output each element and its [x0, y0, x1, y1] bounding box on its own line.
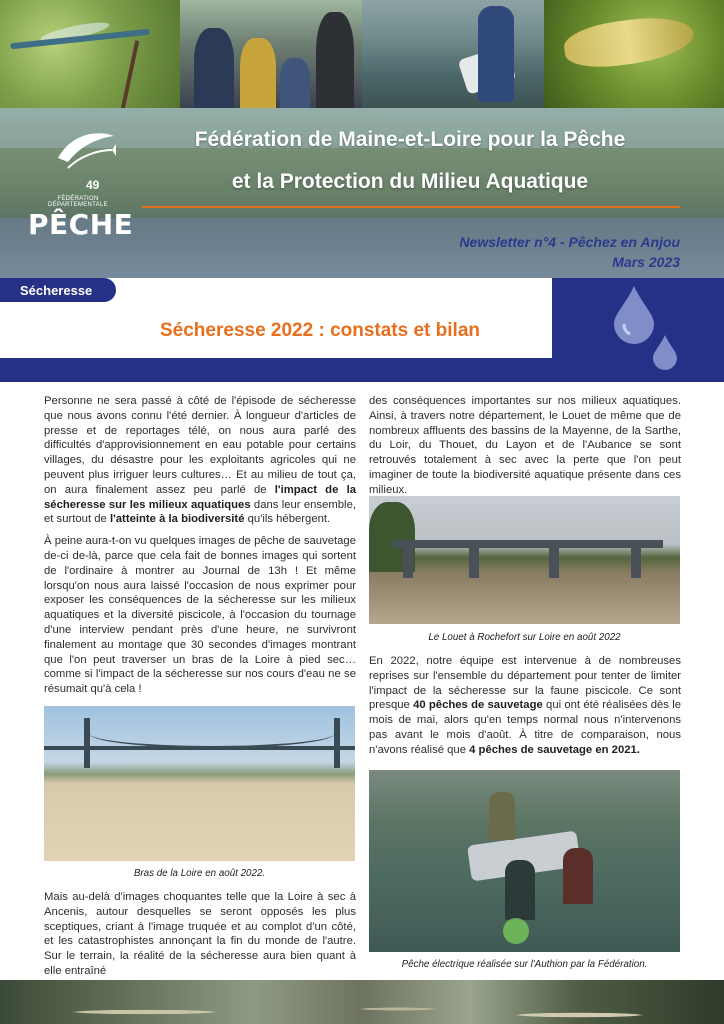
article-headline: Sécheresse 2022 : constats et bilan	[160, 320, 480, 341]
loire-bridge-photo	[44, 706, 355, 861]
logo-federation: FÉDÉRATION DÉPARTEMENTALE	[48, 196, 108, 208]
issue-date: Mars 2023	[612, 254, 680, 270]
article-column-left-continued	[44, 890, 356, 986]
header-title-line2: et la Protection du Milieu Aquatique	[231, 170, 589, 193]
federation-logo	[28, 128, 134, 243]
fish-logo-icon	[54, 128, 118, 174]
caption-fishing: Pêche électrique réalisée sur l'Authion par la Fédération.	[401, 959, 648, 970]
logo-name: PÊCHE	[28, 208, 134, 241]
header-title-line1: Fédération de Maine-et-Loire pour la Pêche	[194, 128, 626, 151]
electric-fishing-photo	[369, 770, 680, 952]
louet-river-photo	[369, 496, 680, 624]
paragraph: des conséquences importantes sur nos milieux aquatiques. Ainsi, à travers notre département, le Louet de même que de nombreux affluents des bassins de la Mayenne, de la Sarthe, du Loir, du Thouet, du Layon et de l'Aubance se sont retrouvés totalement à sec avec la perte que l'on peut imaginer de toute la biodiversité aquatique présente dans ces milieux.	[369, 395, 681, 496]
pike-photo	[544, 0, 724, 108]
dragonfly-photo	[0, 0, 180, 108]
newsletter-label: Newsletter n°4 - Pêchez en Anjou	[459, 234, 680, 250]
article-column-right	[369, 394, 681, 505]
header-divider	[142, 206, 680, 208]
group-activity-photo	[180, 0, 362, 108]
section-tab: Sécheresse	[20, 283, 93, 298]
small-water-drop-icon	[652, 334, 678, 370]
top-photo-strip	[0, 0, 724, 108]
logo-number: 49	[86, 178, 100, 192]
caption-louet: Le Louet à Rochefort sur Loire en août 2022	[428, 632, 621, 643]
article-column-left	[44, 394, 356, 704]
paragraph: Mais au-delà d'images choquantes telle que la Loire à sec à Ancenis, autour desquelles se seront opposés les plus sceptiques, criant à l'image truquée et au complot d'un côté, et les catastrophistes annonçant la fin du monde de l'autre. Sur le terrain, la réalité de la sécheresse aura bien quant à elle entraîné	[44, 891, 356, 977]
paragraph: Personne ne sera passé à côté de l'épisode de sécheresse que nous avons connu l'été dernier. À longueur d'articles de presse et de reportages télé, on nous aura parlé des difficultés d'approvisionnement en eau potable pour certains villages, du désastre pour les exploitants agricoles qui ne peuvent plus irriguer leurs cultures… Et au milieu de tout ça, on aura finalement assez peu parlé de l'impact de la sécheresse sur les milieux aquatiques dans leur ensemble, et surtout de l'atteinte à la biodiversité qu'ils hébergent.	[44, 395, 356, 526]
caption-loire: Bras de la Loire en août 2022.	[133, 868, 266, 879]
paragraph: En 2022, notre équipe est intervenue à de nombreuses reprises sur l'ensemble du département pour tenter de limiter l'impact de la sécheresse sur la faune piscicole. Ce sont presque 40 pêches de sauvetage qui ont été réalisées dès le mois de mai, alors qu'en temps normal nous n'intervenons pas avant le mois d'août. À titre de comparaison, nous n'avons réalisé que 4 pêches de sauvetage en 2021.	[369, 655, 681, 756]
river-work-photo	[362, 0, 544, 108]
paragraph: À peine aura-t-on vu quelques images de pêche de sauvetage de-ci de-là, parce que cela fait de bonnes images qui sortent de l'ordinaire à montrer au Journal de 13h ! Et même lorsqu'on nous aura laissé l'occasion de nous exprimer pour exposer les conséquences de la sécheresse sur les milieux aquatiques et la diversité piscicole, à l'occasion du tournage d'une interview pendant près d'une heure, ne survivront finalement au montage que 30 secondes d'images montrant que l'on peut traverser un bras de la Loire à pied sec… comme si l'impact de la sécheresse sur nos cours d'eau ne se résumait qu'à cela !	[44, 535, 356, 696]
water-drop-icon	[612, 284, 656, 344]
banner-bottom-bar	[0, 358, 724, 382]
article-column-right-continued	[369, 654, 681, 765]
bottom-river-photo	[0, 980, 724, 1024]
